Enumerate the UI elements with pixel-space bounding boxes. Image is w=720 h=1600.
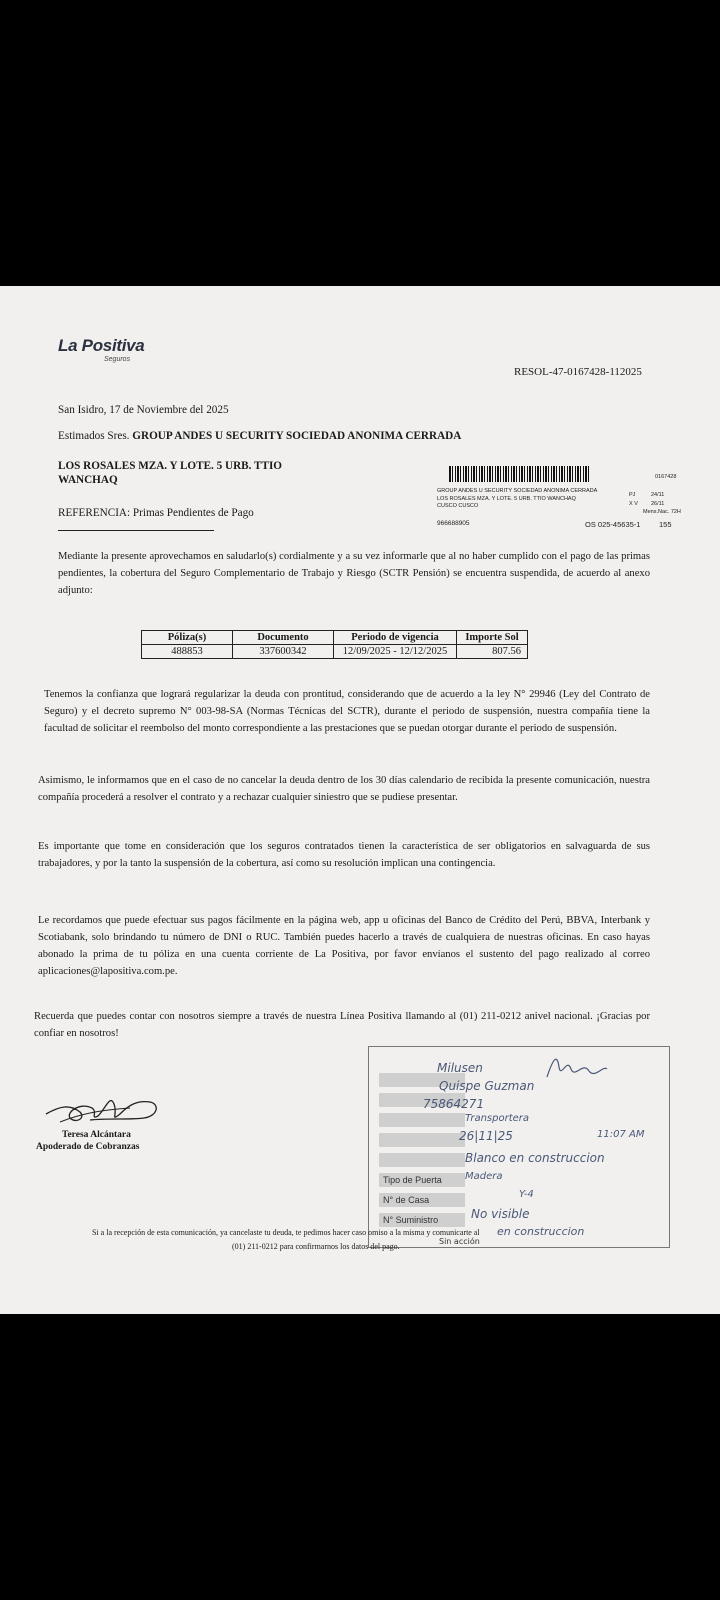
stamp-signature: [543, 1049, 613, 1083]
table-header: Póliza(s): [142, 631, 233, 645]
paragraph-3: Asimismo, le informamos que en el caso de no cancelar la deuda dentro de los 30 días calendario de recibida la presente comunicación, nuestra compañía procederá a resolver el contrato y a rechazar cualquier siniestro que se pudiese presentar.: [38, 775, 650, 803]
stamp-label-supply-number: N° Suministro: [383, 1215, 439, 1225]
signer-name: Teresa Alcántara: [62, 1130, 131, 1140]
paragraph-6: Recuerda que puedes contar con nosotros siempre a través de nuestra Línea Positiva llamando al (01) 211-0212 anivel nacional. ¡Gracias por confiar en nosotros!: [34, 1011, 650, 1039]
paragraph-1: Mediante la presente aprovechamos en saludarlo(s) cordialmente y a su vez informarle que al no haber cumplido con el pago de las primas pendientes, la cobertura del Seguro Complementario de Trabajo y Riesgo (SCTR Pensión) se encuentra suspendida, de acuerdo al anexo adjunto:: [58, 551, 650, 596]
company-logo: La Positiva: [58, 336, 145, 355]
footer-note-2: (01) 211-0212 para confirmarnos los datos del pago.: [232, 1242, 400, 1251]
table-header: Documento: [233, 631, 334, 645]
table-cell: 488853: [142, 645, 233, 659]
stamp-label-house-number: N° de Casa: [383, 1195, 430, 1205]
table-row: [142, 645, 528, 659]
paragraph-4: Es importante que tome en consideración que los seguros contratados tienen la característica de ser obligatorios en salvaguarda de sus trabajadores, y por la tanto la suspensión de la cobertura, así como su resolución implican una contingencia.: [38, 841, 650, 869]
footer-note: Si a la recepción de esta comunicación, ya cancelaste tu deuda, te pedimos hacer caso omiso a la misma y comunicarte al: [92, 1228, 480, 1237]
table-header: Importe Sol: [457, 631, 528, 645]
label-address: LOS ROSALES MZA. Y LOTE. 5 URB. TTIO WANCHAQ: [437, 496, 576, 502]
table-cell: 337600342: [233, 645, 334, 659]
courier-stamp: [368, 1046, 670, 1248]
stamp-field: [379, 1153, 465, 1167]
mailing-label: [437, 466, 691, 528]
letter-page: [0, 286, 720, 1314]
barcode: [449, 466, 589, 482]
reference-underline: [58, 530, 214, 531]
policy-table: [141, 630, 528, 659]
label-mens: Mens.Nac. 72H: [643, 509, 681, 515]
stamp-field: [379, 1113, 465, 1127]
letter-date: San Isidro, 17 de Noviembre del 2025: [58, 404, 229, 416]
handwritten-door: Madera: [465, 1171, 503, 1182]
label-city: CUSCO CUSCO: [437, 503, 479, 509]
table-cell: 12/09/2025 - 12/12/2025: [334, 645, 457, 659]
handwritten-date: 26|11|25: [459, 1129, 513, 1143]
label-xv: X V: [629, 501, 638, 507]
label-os: OS 025-45635-1: [585, 520, 641, 529]
label-pj-date: 24/11: [651, 492, 665, 498]
table-header: Periodo de vigencia: [334, 631, 457, 645]
paragraph-2: Tenemos la confianza que logrará regularizar la deuda con prontitud, considerando que de acuerdo a la ley N° 29946 (Ley del Contrato de Seguro) y el decreto supremo N° 003-98-SA (Normas Técnicas del SCTR), durante el periodo de suspensión, nuestra compañía tiene la facultad de solicitar el reembolso del monto correspondiente a las prestaciones que se puedan otorgar durante el periodo de suspensión.: [44, 689, 650, 734]
handwritten-signature: [40, 1084, 170, 1134]
handwritten-note: en construccion: [497, 1225, 585, 1238]
stamp-label-door: Tipo de Puerta: [383, 1175, 442, 1185]
handwritten-name: Milusen: [437, 1061, 483, 1075]
table-cell: 807.56: [457, 645, 528, 659]
greeting-prefix: Estimados Sres.: [58, 430, 130, 442]
handwritten-surname: Quispe Guzman: [439, 1079, 535, 1093]
recipient-company: GROUP ANDES U SECURITY SOCIEDAD ANONIMA CERRADA: [132, 430, 462, 442]
label-phone: 966688905: [437, 520, 470, 527]
address-line-2: WANCHAQ: [58, 474, 118, 486]
stamp-word: Sin acción: [439, 1237, 480, 1246]
handwritten-facade: Blanco en construccion: [465, 1151, 605, 1165]
handwritten-supply: No visible: [471, 1207, 530, 1221]
signer-title: Apoderado de Cobranzas: [36, 1142, 140, 1152]
greeting: [58, 430, 461, 442]
label-number: 155: [659, 520, 672, 529]
address-line-1: LOS ROSALES MZA. Y LOTE. 5 URB. TTIO: [58, 460, 283, 472]
label-recipient: GROUP ANDES U SECURITY SOCIEDAD ANONIMA CERRADA: [437, 488, 598, 494]
label-code: 0167428: [655, 474, 677, 480]
label-pj: PJ: [629, 492, 636, 498]
stamp-field: [379, 1133, 465, 1147]
reference-line: REFERENCIA: Primas Pendientes de Pago: [58, 507, 254, 519]
handwritten-dni: 75864271: [423, 1097, 485, 1111]
handwritten-time: 11:07 AM: [597, 1129, 645, 1140]
table-header-row: [142, 631, 528, 645]
resolution-number: RESOL-47-0167428-112025: [514, 366, 642, 378]
company-logo-subtitle: Seguros: [104, 356, 131, 363]
label-xv-date: 26/11: [651, 501, 665, 507]
handwritten-house-number: Y-4: [519, 1189, 534, 1200]
paragraph-5: Le recordamos que puede efectuar sus pagos fácilmente en la página web, app u oficinas del Banco de Crédito del Perú, BBVA, Interbank y Scotiabank, solo brindando tu número de DNI o RUC. También puedes hacerlo a través de cualquiera de nuestras oficinas. En caso hayas abonado la prima de tu póliza en una cuenta corriente de La Positiva, por favor envíanos el sustento del pago realizado al correo aplicaciones@lapositiva.com.pe.: [38, 915, 650, 977]
handwritten-relation: Transportera: [465, 1113, 530, 1124]
